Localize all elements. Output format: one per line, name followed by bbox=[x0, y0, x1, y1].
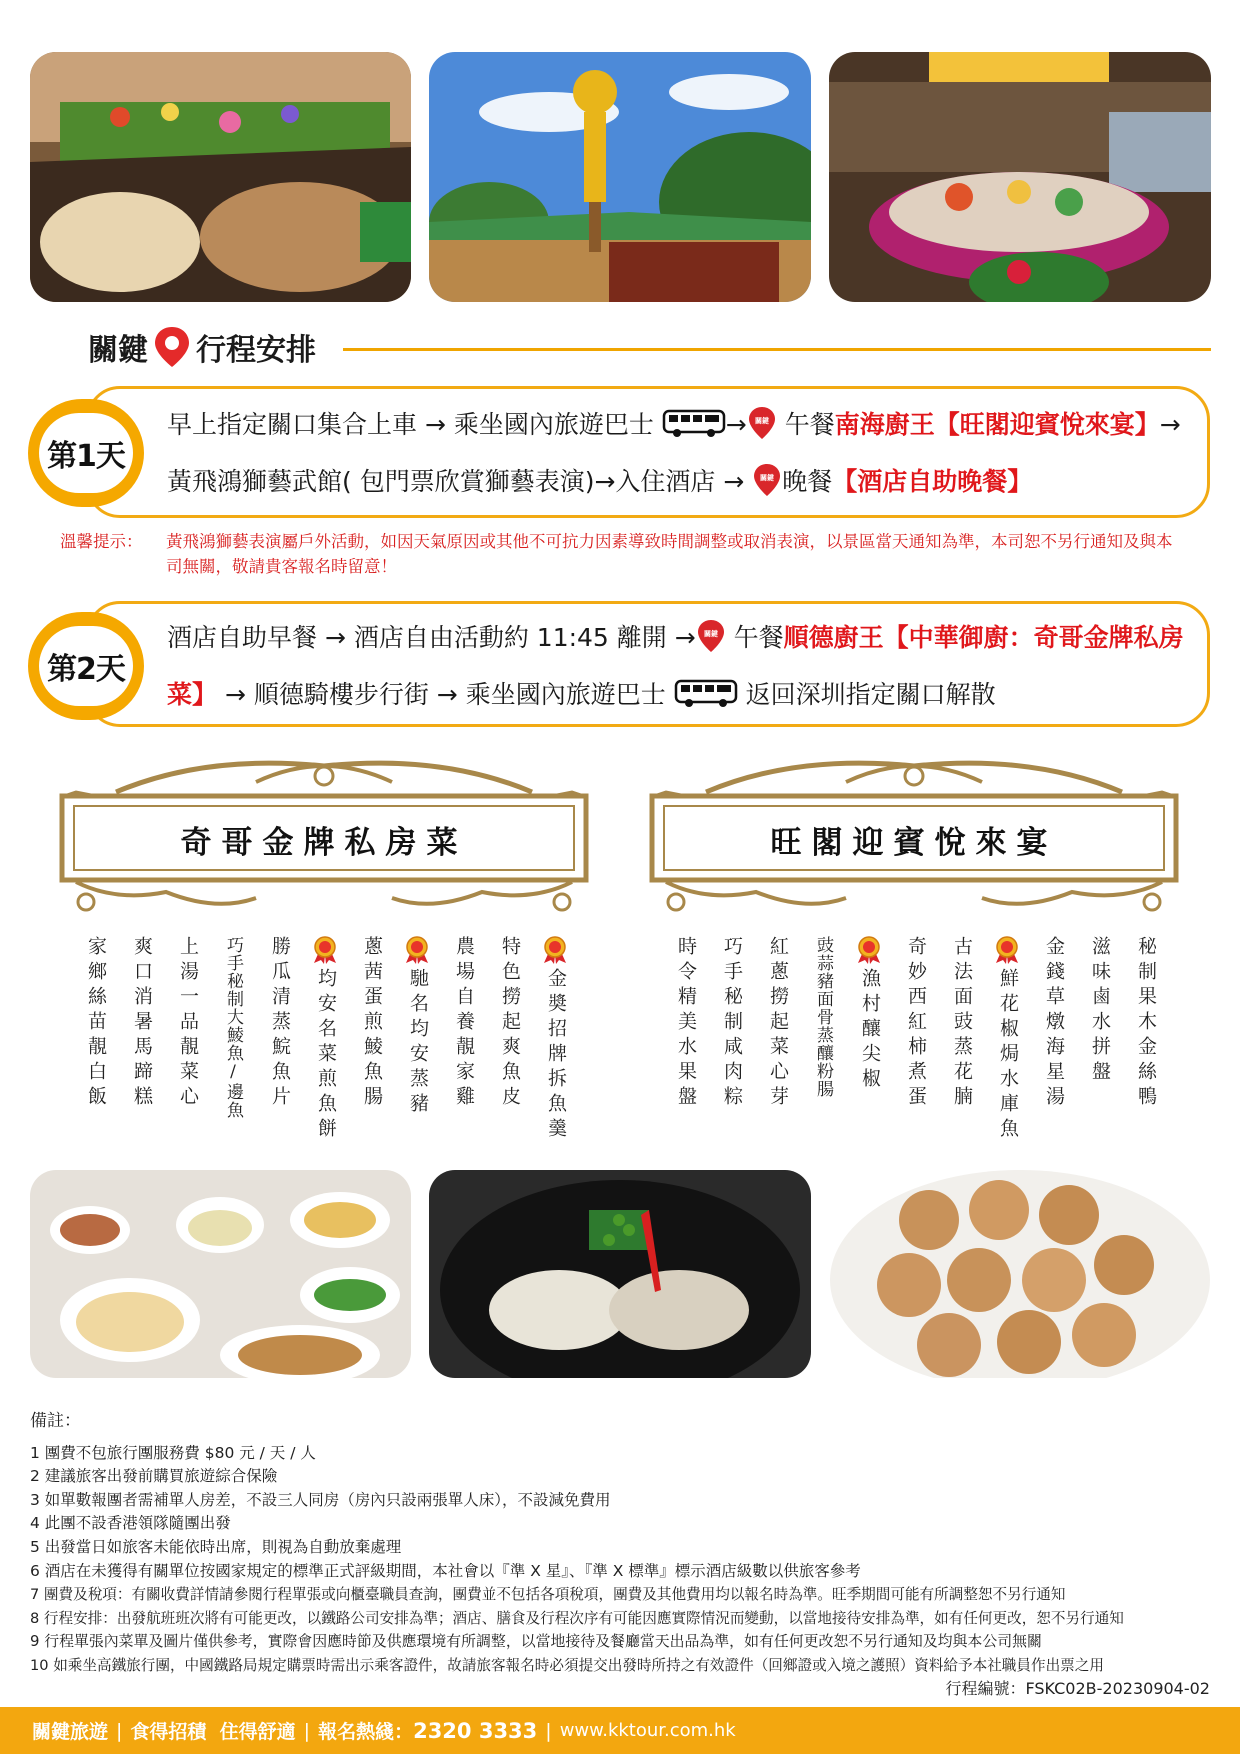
photo-pepper-fish bbox=[429, 1170, 811, 1378]
menu-dish-item bbox=[72, 936, 118, 1146]
menu-dish-item bbox=[892, 936, 938, 1146]
footer-separator: | bbox=[545, 1719, 552, 1742]
menu-dish-name: 農場自養靚家雞 bbox=[453, 936, 475, 1111]
day-2-badge bbox=[28, 612, 144, 720]
menu-dish-name: 秘制果木金絲鴨 bbox=[1135, 936, 1157, 1111]
bus-icon bbox=[674, 678, 738, 708]
footer-brand: 關鍵旅遊 bbox=[32, 1721, 109, 1743]
menu-dish-item bbox=[256, 936, 302, 1146]
day-1-text-seg1: 早上指定關口集合上車 → 乘坐國內旅遊巴士 bbox=[167, 410, 662, 439]
menu-dish-name: 馳名均安蒸豬 bbox=[407, 968, 429, 1118]
note-item: 5 出發當日如旅客未能依時出席，則視為自動放棄處理 bbox=[30, 1537, 402, 1556]
day-1-badge-label: 第1天 bbox=[39, 413, 133, 493]
menu-dish-name: 勝瓜清蒸鯇魚片 bbox=[269, 936, 291, 1111]
note-item: 9 行程單張內菜單及圖片僅供參考，實際會因應時節及供應環境有所調整，以當地接待及餐廳當天出品為準，如有任何更改恕不另行通知及均與本公司無關 bbox=[30, 1632, 1042, 1651]
menu-dish-name: 古法面豉蒸花腩 bbox=[951, 936, 973, 1111]
photo-lion-dance-hall bbox=[429, 52, 811, 302]
footer-website-link[interactable]: www.kktour.com.hk bbox=[559, 1720, 736, 1741]
menu-dish-item bbox=[938, 936, 984, 1146]
meal-pin-icon bbox=[752, 463, 782, 497]
menu-dish-name: 金奬招牌拆魚羹 bbox=[545, 968, 567, 1143]
menu-title-left: 奇哥金牌私房菜 bbox=[180, 824, 468, 861]
photo-hotel-buffet bbox=[829, 52, 1211, 302]
menu-frame-left bbox=[56, 752, 592, 922]
photo-fish-cakes bbox=[829, 1170, 1211, 1378]
menu-dish-name: 巧手秘制咸肉粽 bbox=[721, 936, 743, 1111]
award-medal-icon bbox=[542, 936, 568, 964]
menu-dish-name: 紅蔥撈起菜心芽 bbox=[767, 936, 789, 1111]
menu-dish-name: 漁村釀尖椒 bbox=[859, 968, 881, 1093]
day-2-text-seg1: 酒店自助早餐 → 酒店自由活動約 11:45 離開 → bbox=[167, 623, 696, 652]
itinerary-section-title bbox=[88, 325, 316, 369]
day-2-box bbox=[86, 601, 1210, 727]
note-item: 4 此團不設香港領隊隨團出發 bbox=[30, 1514, 231, 1533]
note-item: 2 建議旅客出發前購買旅遊綜合保險 bbox=[30, 1467, 278, 1486]
menu-frame-right bbox=[646, 752, 1182, 922]
menu-dish-item bbox=[532, 936, 578, 1146]
itinerary-code: 行程編號：FSKC02B-20230904-02 bbox=[945, 1679, 1210, 1698]
reminder-note bbox=[60, 529, 1180, 579]
menu-dish-item bbox=[846, 936, 892, 1146]
award-medal-icon bbox=[404, 936, 430, 964]
reminder-text: 黃飛鴻獅藝表演屬戶外活動，如因天氣原因或其他不可抗力因素導致時間調整或取消表演，以景區當天通知為準，本司恕不另行通知及與本司無關，敬請貴客報名時留意！ bbox=[166, 532, 1173, 576]
meal-pin-icon bbox=[747, 406, 777, 440]
menu-dish-item bbox=[302, 936, 348, 1146]
menu-dish-name: 豉蒜豬面骨蒸釀粉腸 bbox=[813, 936, 833, 1098]
footer-bar bbox=[0, 1707, 1240, 1754]
notes-heading: 備註： bbox=[30, 1411, 81, 1431]
day-1-text-seg4: → 黃飛鴻獅藝武館( 包門票欣賞獅藝表演)→入住酒店 → bbox=[167, 410, 1181, 496]
menu-dish-name: 巧手秘制大鯪魚/邊魚 bbox=[223, 936, 243, 1119]
menu-dish-name: 鮮花椒焗水庫魚 bbox=[997, 968, 1019, 1143]
section-title-right: 行程安排 bbox=[196, 333, 316, 368]
note-item: 6 酒店在未獲得有關單位按國家規定的標準正式評級期間，本社會以『準 X 星』、『準 X 標準』標示酒店級數以供旅客參考 bbox=[30, 1561, 861, 1580]
menu-dish-name: 金錢草燉海星湯 bbox=[1043, 936, 1065, 1111]
menu-dish-item bbox=[118, 936, 164, 1146]
menu-dish-item bbox=[164, 936, 210, 1146]
day-1-text-seg2: → bbox=[725, 410, 747, 439]
footer-hotline-label: 報名熱綫： bbox=[318, 1721, 414, 1743]
day-1-text-seg3: 午餐 bbox=[776, 410, 835, 439]
day-1-badge bbox=[28, 399, 144, 507]
menu-dish-name: 上湯一品靚菜心 bbox=[177, 936, 199, 1111]
day-2-text-seg4: 返回深圳指定關口解散 bbox=[737, 680, 996, 709]
svg-text:關鍵: 關鍵 bbox=[754, 417, 769, 425]
menu-dish-item bbox=[486, 936, 532, 1146]
bus-icon bbox=[662, 408, 726, 438]
day-2-text bbox=[167, 609, 1185, 723]
day-2-text-seg3: → 順德騎樓步行街 → 乘坐國內旅遊巴士 bbox=[217, 680, 674, 709]
menu-dishes-left bbox=[72, 936, 578, 1146]
photo-seafood-buffet bbox=[30, 52, 411, 302]
menu-dish-item bbox=[440, 936, 486, 1146]
meal-pin-icon bbox=[696, 619, 726, 653]
note-item: 10 如乘坐高鐵旅行團，中國鐵路局規定購票時需出示乘客證件，故請旅客報名時必須提交出發時所持之有效證件（回鄉證或入境之護照）資料給予本社職員作出票之用 bbox=[30, 1656, 1104, 1674]
menu-dish-item bbox=[348, 936, 394, 1146]
menu-dish-item bbox=[1076, 936, 1122, 1146]
section-title-left: 關鍵 bbox=[88, 333, 148, 368]
day-1-dinner: 【酒店自助晚餐】 bbox=[832, 467, 1033, 496]
note-item: 8 行程安排：出發航班班次將有可能更改，以鐵路公司安排為準；酒店、膳食及行程次序有可能因應實際情況而變動，以當地接待安排為準，如有任何更改，恕不另行通知 bbox=[30, 1609, 1124, 1627]
svg-text:關鍵: 關鍵 bbox=[760, 474, 775, 482]
menu-dish-name: 均安名菜煎魚餅 bbox=[315, 968, 337, 1143]
svg-text:關鍵: 關鍵 bbox=[703, 630, 718, 638]
menu-dish-name: 蔥茜蛋煎鯪魚腸 bbox=[361, 936, 383, 1111]
footer-hotline[interactable]: 2320 3333 bbox=[413, 1718, 538, 1743]
menu-dish-item bbox=[210, 936, 256, 1146]
note-item: 1 團費不包旅行團服務費 $80 元 / 天 / 人 bbox=[30, 1443, 316, 1462]
award-medal-icon bbox=[312, 936, 338, 964]
menu-dish-name: 特色撈起爽魚皮 bbox=[499, 936, 521, 1111]
notes-section bbox=[30, 1410, 1220, 1678]
photo-banquet-dishes bbox=[30, 1170, 411, 1378]
location-pin-icon bbox=[152, 325, 192, 369]
day-1-lunch-restaurant: 南海廚王【旺閣迎賓悅來宴】 bbox=[834, 410, 1160, 439]
section-divider-line bbox=[343, 348, 1211, 351]
award-medal-icon bbox=[994, 936, 1020, 964]
menu-dishes-right bbox=[662, 936, 1168, 1146]
day-1-box bbox=[86, 386, 1210, 518]
award-medal-icon bbox=[856, 936, 882, 964]
note-item: 7 團費及稅項：有關收費詳情請參閱行程單張或向櫃臺職員查詢，團費並不包括各項稅項，團費及其他費用均以報名時為準。旺季期間可能有所調整恕不另行通知 bbox=[30, 1586, 1066, 1604]
menu-dish-name: 奇妙西紅柿煮蛋 bbox=[905, 936, 927, 1111]
menu-dish-item bbox=[708, 936, 754, 1146]
menu-dish-item bbox=[984, 936, 1030, 1146]
menu-dish-item bbox=[800, 936, 846, 1146]
menu-dish-item bbox=[394, 936, 440, 1146]
day-1-text bbox=[167, 396, 1185, 510]
footer-separator: | bbox=[303, 1719, 311, 1742]
day-2-badge-label: 第2天 bbox=[39, 626, 133, 706]
menu-title-right: 旺閣迎賓悅來宴 bbox=[770, 824, 1058, 861]
footer-slogan: 食得招積 住得舒適 bbox=[130, 1721, 296, 1743]
menu-dish-item bbox=[1030, 936, 1076, 1146]
menu-dish-name: 時令精美水果盤 bbox=[675, 936, 697, 1111]
menu-dish-name: 爽口消暑馬蹄糕 bbox=[131, 936, 153, 1111]
note-item: 3 如單數報團者需補單人房差，不設三人同房（房內只設兩張單人床），不設減免費用 bbox=[30, 1490, 611, 1509]
menu-dish-item bbox=[662, 936, 708, 1146]
day-1-text-seg5: 晚餐 bbox=[782, 467, 833, 496]
footer-separator: | bbox=[116, 1719, 123, 1742]
day-2-text-seg2: 午餐 bbox=[725, 623, 784, 652]
reminder-label: 溫馨提示： bbox=[60, 532, 143, 551]
menu-dish-name: 家鄉絲苗靚白飯 bbox=[85, 936, 107, 1111]
menu-dish-item bbox=[1122, 936, 1168, 1146]
day-2-lunch-restaurant: 順德廚王【中華御廚：奇哥金牌私房菜】 bbox=[167, 623, 1184, 709]
menu-dish-name: 滋味鹵水拼盤 bbox=[1089, 936, 1111, 1086]
menu-dish-item bbox=[754, 936, 800, 1146]
